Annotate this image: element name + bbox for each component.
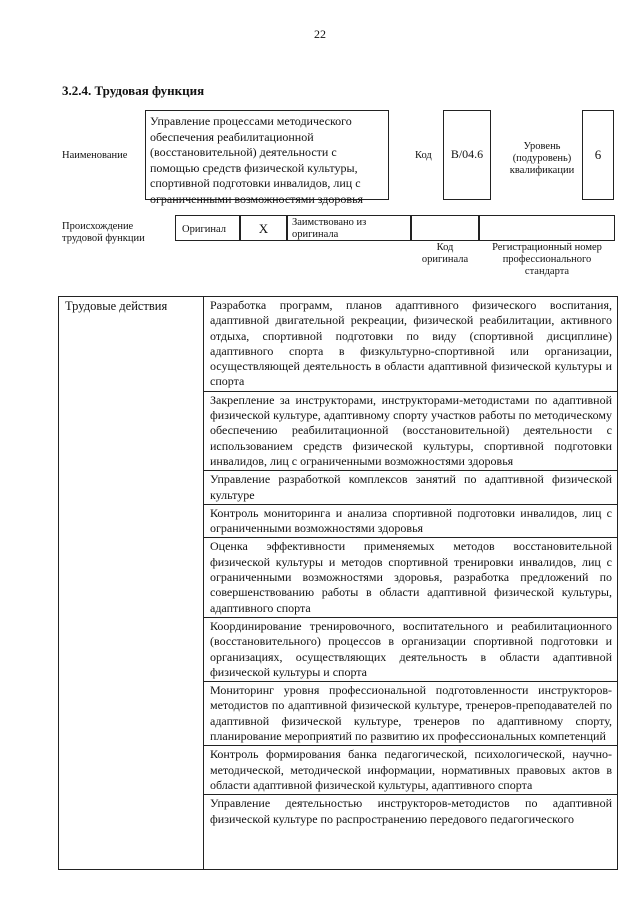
labor-actions-label-cell <box>59 297 204 869</box>
labor-action-row: Мониторинг уровня профессиональной подготовленности инструкторов-методистов по адаптивной физической культуре, тренеров-преподавателей по адаптивной физической культуре, тренеров по адаптивному спорту, планирование мероприятий по развитию их профессиональных компетенций <box>204 682 617 746</box>
labor-action-row: Закрепление за инструкторами, инструкторами-методистами по адаптивной физической культуре, адаптивному спорту участков работы по методическому обеспечению реабилитационной (восстановительной) деятельности с использованием средств физической культуры, спортивной подготовки инвалидов, лиц с ограниченными возможностями здоровья <box>204 392 617 471</box>
labor-action-row: Разработка программ, планов адаптивного физического воспитания, адаптивной двигательной рекреации, физической реабилитации, активного отдыха, спортивной подготовки по виду (спортивной дисциплине) адаптивного спорта в физкультурно-спортивной или организации, осуществляющей деятельность в области адаптивной физической культуры и спорта <box>204 297 617 392</box>
labor-action-row: Управление деятельностью инструкторов-методистов по адаптивной физической культуре по распространению передового педагогического <box>210 796 612 826</box>
original-mark: X <box>258 221 269 236</box>
reg-number-label: Регистрационный номер профессионального стандарта <box>492 242 602 277</box>
labor-actions-label: Трудовые действия <box>65 299 168 313</box>
code-original-box <box>411 215 479 241</box>
code-original-label: Код оригинала <box>421 242 469 265</box>
labor-actions-table <box>58 296 618 870</box>
level-value: 6 <box>594 147 602 162</box>
labor-actions-list <box>204 297 617 828</box>
code-label: Код <box>415 150 432 161</box>
labor-action-row: Оценка эффективности применяемых методов восстановительной физической культуры и методов спортивной тренировки инвалидов, лиц с ограниченными возможностями здоровья, разработка предложений по совершенствованию работы в области адаптивной физической культуры, адаптивного спорта <box>204 538 617 617</box>
labor-action-row: Координирование тренировочного, воспитательного и реабилитационного (восстановительного) процессов в организации спортивной подготовки и организациях, осуществляющих деятельность в области адаптивной физической культуры и спорта <box>204 618 617 682</box>
borrowed-label: Заимствовано из оригинала <box>292 217 367 240</box>
code-box <box>443 110 491 200</box>
origin-label: Происхождение трудовой функции <box>62 221 145 244</box>
page-number: 22 <box>314 27 326 41</box>
reg-number-box <box>479 215 615 241</box>
section-title: 3.2.4. Трудовая функция <box>62 83 205 98</box>
original-box <box>175 215 240 241</box>
labor-action-row: Управление разработкой комплексов занятий по адаптивной физической культуре <box>204 471 617 505</box>
function-name-value: Управление процессами методического обеспечения реабилитационной (восстановительной) деятельности с помощью средств физической культуры, спортивной подготовки инвалидов, лиц с ограниченными возможностями здоровья <box>150 114 364 206</box>
original-mark-box <box>240 215 287 241</box>
level-box <box>582 110 614 200</box>
labor-action-row: Контроль формирования банка педагогической, психологической, научно-методической, методической информации, нормативных правовых актов в области адаптивной физической культуры, адаптивного спорта <box>204 746 617 795</box>
code-value: B/04.6 <box>450 147 484 161</box>
level-label: Уровень (подуровень) квалификации <box>509 141 575 176</box>
labor-action-row: Контроль мониторинга и анализа спортивной подготовки инвалидов, лиц с ограниченными возможностями здоровья <box>204 505 617 539</box>
borrowed-box <box>287 215 411 241</box>
function-name-box <box>145 110 389 206</box>
name-label: Наименование <box>62 150 128 161</box>
original-label: Оригинал <box>182 224 226 235</box>
